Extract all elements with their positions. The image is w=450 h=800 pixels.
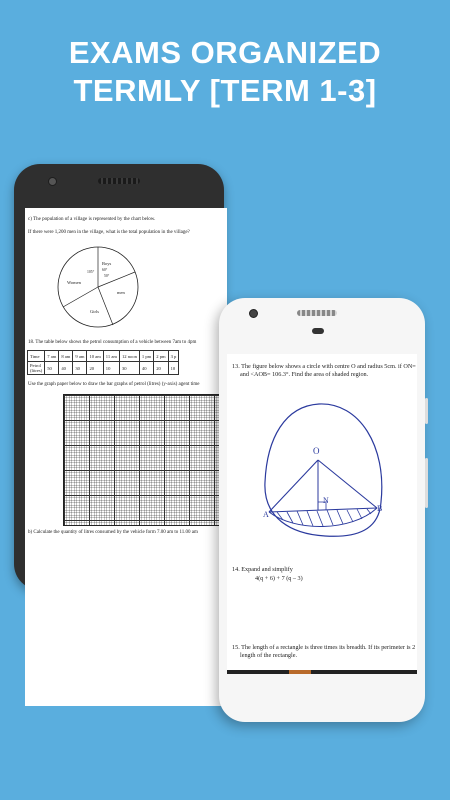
table-header-cell: 10 am	[87, 351, 103, 362]
figure-label-a: A	[263, 510, 269, 519]
speaker-grille	[297, 310, 337, 316]
q14-expression: 4(q + 6) + 7 (q – 3)	[255, 575, 303, 582]
figure-label-n: N	[323, 496, 329, 505]
population-pie-chart	[55, 244, 141, 330]
pie-label-women: Women	[67, 280, 81, 285]
q13-line-2: and <AOB= 106.3°. Find the area of shaded region.	[240, 371, 369, 378]
front-camera-icon	[249, 309, 258, 318]
volume-button	[425, 458, 428, 508]
table-header-cell: 3 p	[168, 351, 179, 362]
table-cell: 10	[103, 362, 119, 375]
q13-line-1: 13. The figure below shows a circle with centre O and radius 5cm. if ON=	[232, 363, 416, 370]
row-label-line: Petrol	[30, 363, 41, 368]
white-phone-mockup	[219, 298, 425, 722]
table-header-cell: 11 am	[103, 351, 119, 362]
table-cell: 20	[154, 362, 168, 375]
q-population-question: If there were 1,200 men in the village, what is the total population in the village?	[28, 230, 190, 235]
row-label-line: (litres)	[30, 368, 43, 373]
pie-label-angle-a: 60°	[102, 268, 108, 272]
headline	[0, 34, 450, 110]
figure-label-b: B	[377, 504, 383, 513]
graph-instruction: Use the graph paper below to draw the bar graphs of petrol (litres) (y-axis) agent time	[28, 382, 200, 387]
table-cell: 50	[45, 362, 59, 375]
scroll-progress-bar[interactable]	[227, 670, 417, 674]
table-header-cell: 8 am	[59, 351, 73, 362]
table-cell: 30	[73, 362, 87, 375]
pie-divider	[98, 287, 113, 325]
q15-line-1: 15. The length of a rectangle is three times its breadth. If its perimeter is 2	[232, 644, 416, 651]
headline-line-1: EXAMS ORGANIZED	[68, 35, 382, 70]
table-cell: 40	[139, 362, 153, 375]
table-row	[28, 351, 179, 362]
petrol-table	[27, 350, 179, 375]
figure-label-o: O	[313, 446, 320, 456]
circle-sector-figure	[255, 398, 395, 538]
pie-label-angle-c: 105°	[87, 270, 95, 274]
earpiece	[312, 328, 324, 334]
table-cell: 30	[119, 362, 139, 375]
q14-line-1: 14. Expand and simplify	[232, 566, 293, 573]
q-b-question: b) Calculate the quantity of litres consumed by the vehicle form 7.00 am to 11.00 am	[28, 530, 198, 535]
q-population-intro: c) The population of a village is represented by the chart below.	[28, 217, 156, 222]
front-camera-icon	[48, 177, 57, 186]
chord-ab	[269, 508, 377, 512]
speaker-grille	[98, 178, 140, 184]
table-cell: 40	[59, 362, 73, 375]
table-row	[28, 362, 179, 375]
white-phone-screen[interactable]	[227, 354, 417, 674]
q18-intro: 18. The table below shows the petrol consumption of a vehicle between 7am to 4pm	[28, 340, 197, 345]
q15-line-2: length of the rectangle.	[240, 652, 298, 659]
headline-line-2: TERMLY [TERM 1-3]	[73, 73, 377, 108]
power-button	[425, 398, 428, 424]
graph-paper	[63, 394, 227, 526]
table-cell: 20	[87, 362, 103, 375]
table-row-label	[28, 362, 45, 375]
table-header-cell: 12 noon	[119, 351, 139, 362]
dark-phone-screen[interactable]	[25, 208, 227, 706]
scroll-progress-thumb[interactable]	[289, 670, 311, 674]
table-header-cell: Time	[28, 351, 45, 362]
pie-label-angle-b: 50°	[104, 274, 110, 278]
pie-divider	[63, 287, 98, 307]
pie-label-men: men	[117, 290, 125, 295]
table-cell: 10	[168, 362, 179, 375]
pie-label-girls: Girls	[90, 309, 99, 314]
table-header-cell: 9 am	[73, 351, 87, 362]
table-header-cell: 2 pm	[154, 351, 168, 362]
radius-oa	[269, 460, 318, 512]
dark-phone-mockup	[14, 164, 224, 590]
table-header-cell: 7 am	[45, 351, 59, 362]
pie-label-boys: Boys	[102, 261, 112, 266]
table-header-cell: 1 pm	[139, 351, 153, 362]
